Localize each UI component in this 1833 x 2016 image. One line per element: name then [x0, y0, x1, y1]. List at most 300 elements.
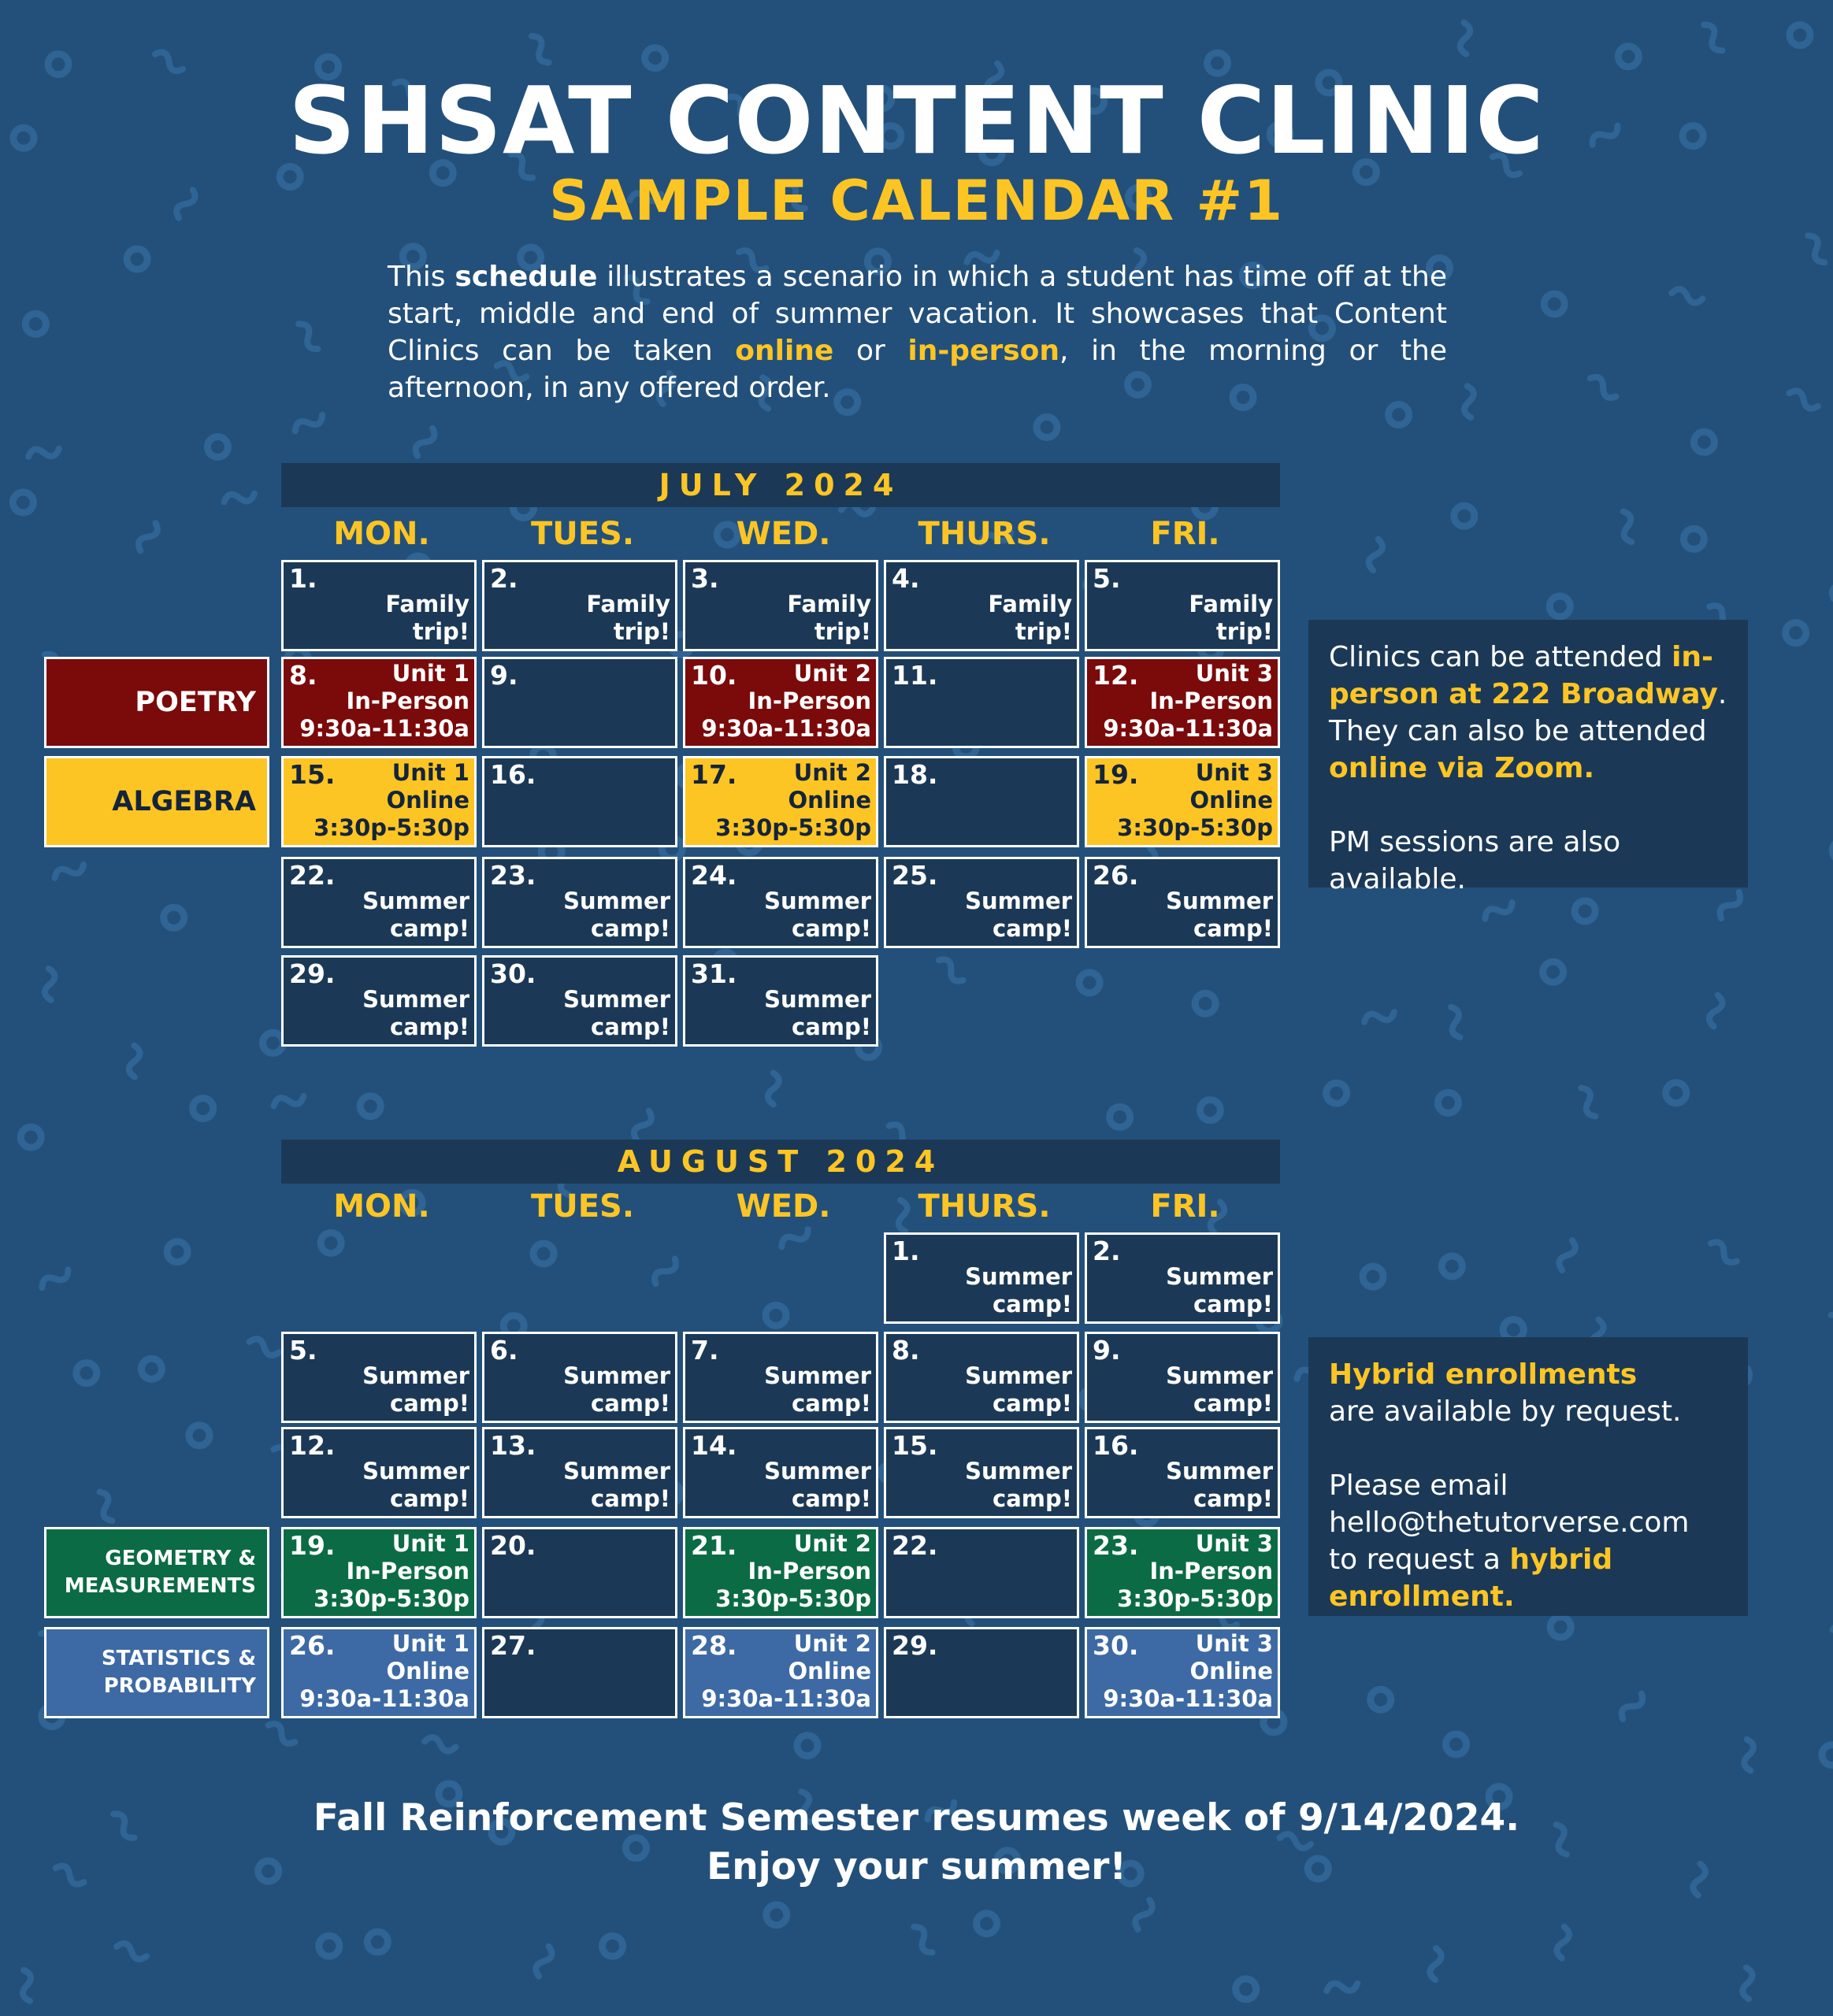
day-number: 12.	[289, 1430, 336, 1461]
weekday-wed: WED.	[736, 1188, 831, 1225]
day-note-line: camp!	[792, 1390, 871, 1417]
day-note-line: In-Person	[346, 1558, 469, 1584]
july-day-cell	[281, 857, 477, 948]
day-note	[988, 591, 1072, 646]
day-number: 23.	[1093, 1530, 1139, 1561]
day-number: 9.	[1093, 1335, 1121, 1366]
july-day-cell	[1085, 857, 1280, 948]
ring-shape	[645, 48, 666, 69]
day-note	[715, 759, 871, 842]
squiggle-shape	[1133, 1898, 1155, 1931]
july-day-cell	[683, 857, 878, 948]
august-day-cell	[683, 1627, 878, 1718]
day-note-line: camp!	[390, 1390, 469, 1417]
ring-shape	[1544, 294, 1564, 314]
day-number: 4.	[892, 563, 920, 594]
ring-shape	[1790, 25, 1810, 46]
day-note-line: camp!	[993, 1390, 1072, 1417]
august-day-cell	[281, 1427, 477, 1518]
day-note	[563, 1458, 670, 1513]
ring-shape	[321, 1232, 341, 1253]
august-day-cell	[482, 1527, 677, 1618]
ring-shape	[1822, 1745, 1833, 1766]
day-note-line: camp!	[1193, 1390, 1273, 1417]
squiggle-shape	[265, 1721, 298, 1747]
august-day-cell	[683, 1527, 878, 1618]
day-note	[965, 1458, 1072, 1513]
day-note-line: Online	[788, 1658, 871, 1684]
day-note	[563, 888, 670, 943]
ring-shape	[1442, 1256, 1462, 1277]
day-number: 20.	[490, 1530, 536, 1561]
day-note	[764, 888, 871, 943]
squiggle-shape	[18, 1969, 35, 2002]
squiggle-shape	[1367, 539, 1383, 572]
ring-shape	[1666, 1083, 1686, 1103]
day-note-line: Summer	[1166, 1362, 1273, 1389]
day-number: 28.	[691, 1630, 737, 1661]
ring-shape	[127, 249, 147, 269]
august-day-cell	[1085, 1627, 1280, 1718]
day-note-line: Online	[386, 1658, 469, 1684]
day-number: 27.	[490, 1630, 536, 1661]
day-number: 25.	[892, 860, 938, 891]
day-number: 15.	[892, 1430, 938, 1461]
august-day-cell	[281, 1527, 477, 1618]
day-note-line: Summer	[965, 888, 1072, 914]
squiggle-shape	[39, 1266, 71, 1292]
day-note	[1166, 1458, 1273, 1513]
squiggle-shape	[651, 1255, 680, 1287]
squiggle-shape	[1557, 1926, 1570, 1959]
day-note-line: camp!	[591, 1014, 670, 1040]
day-note	[764, 1362, 871, 1418]
squiggle-shape	[1430, 1948, 1442, 1980]
day-note-line: 9:30a-11:30a	[299, 715, 469, 742]
day-number: 22.	[289, 860, 336, 891]
squiggle-shape	[295, 321, 322, 352]
day-note-line: Unit 2	[793, 1630, 871, 1657]
august-day-cell	[281, 1332, 477, 1423]
squiggle-shape	[632, 1109, 655, 1142]
day-note-line: In-Person	[1149, 1558, 1273, 1584]
squiggle-shape	[1326, 1978, 1359, 1996]
footer-line-2: Enjoy your summer!	[707, 1845, 1126, 1888]
day-note-line: Summer	[764, 986, 871, 1013]
day-note-line: Unit 1	[391, 660, 469, 687]
july-info-box: Clinics can be attended in-person at 222 Broadway. They can also be attended online via Zoom. PM sessions are also available.	[1308, 620, 1748, 888]
day-note-line: Summer	[1166, 888, 1273, 914]
weekday-thu: THURS.	[918, 516, 1051, 552]
intro-paragraph: This schedule illustrates a scenario in which a student has time off at the start, middle and end of summer vacation. It showcases that Content Clinics can be taken online or in-person, in the morning or the afternoon, in any offered order.	[388, 261, 1448, 404]
day-note	[965, 1263, 1072, 1318]
day-note-line: Online	[1189, 1658, 1273, 1684]
july-day-cell	[683, 657, 878, 748]
squiggle-shape	[1587, 374, 1620, 402]
squiggle-shape	[1709, 995, 1724, 1027]
july-day-cell	[281, 756, 477, 847]
day-number: 31.	[691, 958, 737, 989]
day-note	[563, 1362, 670, 1418]
august-info-box: Hybrid enrollments are available by request. Please email hello@thetutorverse.com to request a hybrid enrollment.	[1308, 1337, 1748, 1616]
day-note-line: camp!	[792, 915, 871, 942]
august-day-cell	[281, 1627, 477, 1718]
day-note-line: Summer	[563, 1458, 670, 1484]
day-number: 29.	[892, 1630, 938, 1661]
day-note-line: Online	[1189, 787, 1273, 813]
day-note-line: camp!	[390, 915, 469, 942]
day-note-line: Unit 3	[1195, 759, 1273, 786]
squiggle-shape	[1827, 1311, 1833, 1342]
july-day-cell	[884, 857, 1079, 948]
day-number: 11.	[892, 660, 938, 691]
day-note-line: Unit 3	[1195, 1530, 1273, 1557]
day-note-line: Summer	[965, 1362, 1072, 1389]
subject-label-statistics: STATISTICS & PROBABILITY	[44, 1627, 269, 1718]
day-number: 13.	[490, 1430, 536, 1461]
august-day-cell	[482, 1427, 677, 1518]
day-note-line: trip!	[1215, 618, 1273, 645]
day-note	[299, 660, 469, 743]
day-number: 2.	[1093, 1236, 1121, 1266]
day-number: 5.	[1093, 563, 1121, 594]
ring-shape	[20, 1127, 41, 1147]
day-note-line: trip!	[613, 618, 670, 645]
july-day-cell	[1085, 560, 1280, 651]
squiggle-shape	[935, 956, 967, 984]
ring-shape	[164, 907, 184, 928]
squiggle-shape	[1557, 1239, 1578, 1272]
day-number: 8.	[892, 1335, 920, 1366]
day-number: 5.	[289, 1335, 317, 1366]
day-note-line: trip!	[412, 618, 469, 645]
day-note	[1103, 660, 1273, 743]
squiggle-shape	[1787, 388, 1820, 411]
day-note	[787, 591, 871, 646]
squiggle-shape	[1363, 1006, 1396, 1027]
day-number: 23.	[490, 860, 536, 891]
day-note-line: Summer	[1166, 1458, 1273, 1484]
day-note	[362, 986, 469, 1041]
day-note-line: Summer	[764, 1458, 871, 1484]
august-weekday-row	[281, 1184, 1286, 1228]
day-number: 15.	[289, 759, 336, 790]
ring-shape	[1454, 506, 1475, 526]
day-number: 1.	[289, 563, 317, 594]
ring-shape	[207, 436, 228, 457]
day-note-line: In-Person	[748, 1558, 871, 1584]
day-note-line: 3:30p-5:30p	[1117, 1585, 1273, 1612]
day-note-line: 9:30a-11:30a	[701, 1685, 871, 1712]
ring-shape	[1618, 46, 1638, 67]
day-note-line: camp!	[591, 1485, 670, 1512]
weekday-wed: WED.	[736, 516, 831, 552]
day-number: 6.	[490, 1335, 518, 1366]
squiggle-shape	[1576, 1085, 1600, 1118]
july-day-cell	[683, 756, 878, 847]
day-number: 12.	[1093, 660, 1139, 691]
squiggle-shape	[533, 1944, 554, 1977]
july-day-cell	[884, 560, 1079, 651]
august-month-header: AUGUST 2024	[281, 1140, 1280, 1184]
july-weekday-row	[281, 512, 1286, 556]
ring-shape	[360, 1096, 380, 1117]
day-note-line: Summer	[362, 1362, 469, 1389]
day-note-line: Unit 1	[391, 1630, 469, 1657]
ring-shape	[1694, 432, 1714, 452]
day-note	[715, 1530, 871, 1613]
day-number: 10.	[691, 660, 737, 691]
july-day-cell	[482, 756, 677, 847]
august-day-cell	[683, 1427, 878, 1518]
day-number: 24.	[691, 860, 737, 891]
day-note-line: Family	[586, 591, 670, 617]
day-note	[362, 888, 469, 943]
day-note-line: Unit 2	[793, 759, 871, 786]
day-number: 16.	[1093, 1430, 1139, 1461]
ring-shape	[1786, 623, 1806, 643]
day-note-line: camp!	[1193, 1485, 1273, 1512]
day-note-line: In-Person	[748, 687, 871, 714]
ring-shape	[1683, 528, 1704, 549]
august-day-cell	[1085, 1527, 1280, 1618]
day-note	[362, 1362, 469, 1418]
ring-shape	[319, 1936, 340, 1956]
day-note-line: Summer	[965, 1263, 1072, 1290]
squiggle-shape	[424, 1736, 457, 1752]
footer-line-1: Fall Reinforcement Semester resumes week of 9/14/2024.	[313, 1796, 1520, 1840]
ring-shape	[13, 492, 33, 513]
day-note	[1103, 1630, 1273, 1713]
day-note-line: 3:30p-5:30p	[715, 814, 871, 841]
july-day-cell	[281, 560, 477, 651]
august-day-cell	[683, 1332, 878, 1423]
ring-shape	[141, 1358, 161, 1379]
august-day-cell	[884, 1527, 1079, 1618]
day-note-line: 9:30a-11:30a	[1103, 1685, 1273, 1712]
page-title: SHSAT CONTENT CLINIC	[288, 66, 1545, 175]
day-number: 22.	[892, 1530, 938, 1561]
august-day-cell	[1085, 1332, 1280, 1423]
day-note	[965, 1362, 1072, 1418]
ring-shape	[977, 1914, 997, 1934]
day-note-line: Family	[988, 591, 1072, 617]
day-note-line: 3:30p-5:30p	[1117, 814, 1273, 841]
august-day-cell	[1085, 1427, 1280, 1518]
august-day-cell	[884, 1627, 1079, 1718]
ring-shape	[1110, 1106, 1130, 1127]
july-day-cell	[1085, 657, 1280, 748]
day-note	[314, 759, 469, 842]
day-note-line: camp!	[591, 915, 670, 942]
ring-shape	[25, 313, 46, 334]
squiggle-shape	[1445, 1006, 1465, 1039]
squiggle-shape	[1482, 898, 1516, 924]
day-note-line: Summer	[563, 888, 670, 914]
day-number: 26.	[289, 1630, 336, 1661]
ring-shape	[1327, 1083, 1347, 1103]
weekday-thu: THURS.	[918, 1188, 1051, 1225]
day-note-line: trip!	[814, 618, 871, 645]
day-note-line: 3:30p-5:30p	[314, 1585, 469, 1612]
august-day-cell	[1085, 1232, 1280, 1324]
day-note-line: camp!	[993, 1291, 1072, 1317]
ring-shape	[1549, 596, 1570, 617]
weekday-tue: TUES.	[530, 516, 635, 552]
day-number: 30.	[490, 958, 536, 989]
ring-shape	[1371, 1689, 1391, 1710]
day-note	[362, 1458, 469, 1513]
squiggle-shape	[1742, 1739, 1757, 1771]
day-number: 26.	[1093, 860, 1139, 891]
july-day-cell	[683, 560, 878, 651]
day-note	[965, 888, 1072, 943]
day-note-line: 9:30a-11:30a	[299, 1685, 469, 1712]
squiggle-shape	[53, 860, 86, 883]
day-note-line: camp!	[390, 1485, 469, 1512]
july-day-cell	[482, 857, 677, 948]
squiggle-shape	[910, 1924, 937, 1956]
day-note-line: In-Person	[346, 687, 469, 714]
day-number: 3.	[691, 563, 719, 594]
day-number: 14.	[691, 1430, 737, 1461]
day-note-line: camp!	[792, 1014, 871, 1040]
squiggle-shape	[768, 1073, 779, 1104]
page-subtitle: SAMPLE CALENDAR #1	[549, 169, 1284, 233]
day-note	[764, 986, 871, 1041]
ring-shape	[766, 1305, 786, 1325]
day-number: 30.	[1093, 1630, 1139, 1661]
ring-shape	[1550, 1617, 1571, 1637]
ring-shape	[1575, 901, 1595, 921]
day-note-line: In-Person	[1149, 687, 1273, 714]
day-note	[1189, 591, 1273, 646]
august-day-cell	[482, 1627, 677, 1718]
day-note	[1117, 1530, 1273, 1613]
day-note	[701, 1630, 871, 1713]
day-number: 8.	[289, 660, 317, 691]
august-day-cell	[884, 1232, 1079, 1324]
squiggle-shape	[1462, 385, 1476, 417]
ring-shape	[766, 1905, 787, 1925]
day-note	[1117, 759, 1273, 842]
squiggle-shape	[1619, 1690, 1646, 1722]
squiggle-shape	[223, 488, 256, 507]
day-note-line: Family	[1189, 591, 1273, 617]
ring-shape	[1446, 1734, 1467, 1755]
day-note-line: camp!	[993, 1485, 1072, 1512]
day-number: 16.	[490, 759, 536, 790]
day-number: 7.	[691, 1335, 719, 1366]
day-note-line: camp!	[792, 1485, 871, 1512]
day-note-line: Family	[787, 591, 871, 617]
day-note-line: camp!	[1193, 1291, 1273, 1317]
squiggle-shape	[1618, 510, 1637, 543]
squiggle-shape	[1459, 22, 1472, 54]
july-day-cell	[482, 560, 677, 651]
day-note-line: Online	[386, 787, 469, 813]
august-day-cell	[884, 1332, 1079, 1423]
squiggle-shape	[1700, 21, 1727, 54]
day-note-line: Unit 3	[1195, 660, 1273, 687]
ring-shape	[797, 1736, 818, 1756]
ring-shape	[262, 1032, 283, 1053]
ring-shape	[603, 1936, 623, 1956]
squiggle-shape	[527, 33, 554, 65]
july-day-cell	[884, 657, 1079, 748]
day-note-line: Unit 2	[793, 1530, 871, 1557]
squiggle-shape	[128, 1046, 139, 1077]
day-note-line: Summer	[1166, 1263, 1273, 1290]
weekday-fri: FRI.	[1150, 516, 1220, 552]
squiggle-shape	[292, 410, 325, 435]
ring-shape	[533, 1243, 554, 1264]
day-note	[586, 591, 670, 646]
ring-shape	[189, 1425, 210, 1446]
ring-shape	[1438, 1092, 1458, 1113]
day-note	[764, 1458, 871, 1513]
day-number: 9.	[490, 660, 518, 691]
squiggle-shape	[413, 425, 437, 458]
day-number: 18.	[892, 759, 938, 790]
day-note-line: Summer	[965, 1458, 1072, 1484]
day-note-line: Unit 1	[391, 759, 469, 786]
july-day-cell	[884, 756, 1079, 847]
day-note-line: camp!	[1193, 915, 1273, 942]
ring-shape	[1200, 1100, 1220, 1121]
day-note-line: 3:30p-5:30p	[715, 1585, 871, 1612]
squiggle-shape	[1829, 569, 1833, 602]
day-note-line: Summer	[362, 1458, 469, 1484]
day-number: 21.	[691, 1530, 737, 1561]
day-note	[701, 660, 871, 743]
ring-shape	[1236, 1979, 1256, 1999]
day-note	[314, 1530, 469, 1613]
ring-shape	[1363, 1266, 1383, 1287]
july-day-cell	[683, 955, 878, 1047]
july-day-cell	[482, 657, 677, 748]
squiggle-shape	[247, 1336, 280, 1358]
ring-shape	[1389, 405, 1409, 425]
day-note-line: Unit 1	[391, 1530, 469, 1557]
july-day-cell	[281, 955, 477, 1047]
squiggle-shape	[779, 1225, 811, 1251]
july-month-header: JULY 2024	[281, 463, 1280, 507]
weekday-mon: MON.	[333, 516, 430, 552]
day-note-line: Family	[385, 591, 469, 617]
day-note-line: camp!	[390, 1014, 469, 1040]
day-note-line: camp!	[993, 915, 1072, 942]
ring-shape	[167, 1242, 187, 1262]
ring-shape	[76, 1363, 97, 1384]
ring-shape	[1543, 962, 1564, 982]
day-note-line: Summer	[563, 1362, 670, 1389]
july-day-cell	[482, 955, 677, 1047]
squiggle-shape	[1803, 233, 1829, 265]
squiggle-shape	[272, 1091, 305, 1111]
subject-label-geometry: GEOMETRY & MEASUREMENTS	[44, 1527, 269, 1618]
ring-shape	[1037, 417, 1057, 437]
august-day-cell	[884, 1427, 1079, 1518]
august-day-cell	[482, 1332, 677, 1423]
squiggle-shape	[43, 968, 57, 1000]
july-day-cell	[1085, 756, 1280, 847]
day-number: 17.	[691, 759, 737, 790]
squiggle-shape	[1671, 287, 1704, 304]
day-number: 19.	[1093, 759, 1139, 790]
day-number: 2.	[490, 563, 518, 594]
subject-label-poetry: POETRY	[44, 657, 269, 748]
